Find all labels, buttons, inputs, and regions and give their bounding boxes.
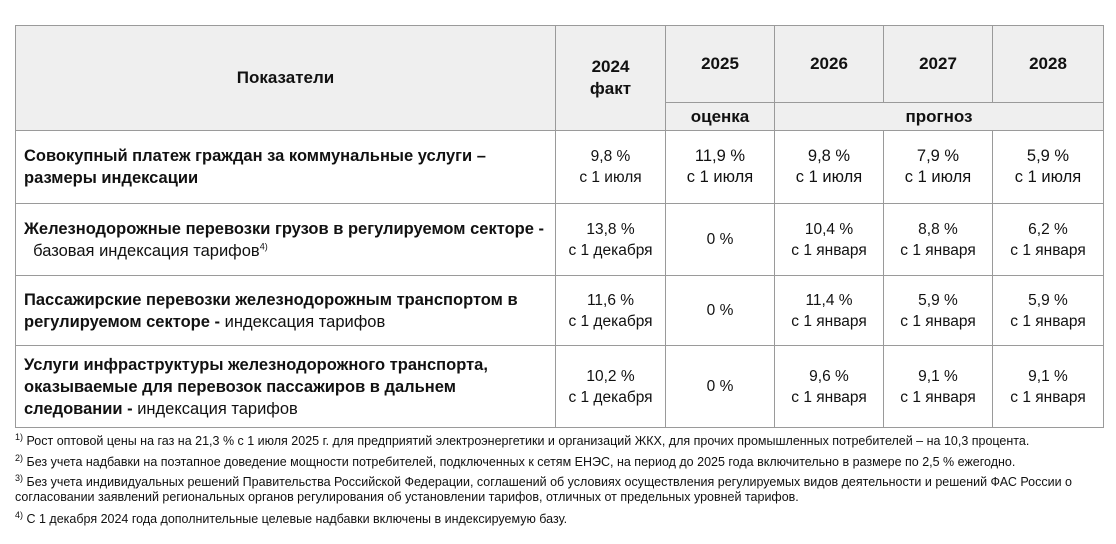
year-header-2024 [556,26,666,131]
footnote-mark: 2) [15,452,24,463]
cell-date: с 1 июля [795,168,863,186]
row-label-bold: Пассажирские перевозки железнодорожным транспортом в регулируемом секторе - [24,290,518,331]
year-2024-fact: факт [589,79,632,98]
cell-value: 8,8 % [918,220,958,238]
cell-value: 9,6 % [809,367,849,385]
cell-date: с 1 января [900,388,976,406]
row-label-plain: базовая индексация тарифов [33,241,260,260]
cell-value: 6,2 % [1028,220,1068,238]
year-header-2028: 2028 [993,26,1104,103]
cell-value: 13,8 % [586,220,635,238]
footnote-text: Без учета надбавки на поэтапное доведение мощности потребителей, подключенных к сетям ЕНЭС, на период до 2025 года включительно в размере по 2,5 % ежегодно. [26,455,1016,469]
footnote-text: Рост оптовой цены на газ на 21,3 % с 1 июля 2025 г. для предприятий электроэнергетики и организаций ЖКХ, для прочих промышленных потребителей – на 10,3 процента. [26,434,1030,448]
cell-value: 0 % [706,378,734,395]
table-cell [993,276,1104,346]
cell-value: 11,6 % [586,291,635,309]
cell-value: 5,9 % [1026,147,1070,165]
row-label-bold: Совокупный платеж граждан за коммунальные услуги – размеры индексации [24,147,486,187]
table-cell [666,131,775,204]
row-label [16,276,556,346]
table-cell [666,204,775,276]
cell-value: 9,8 % [590,148,631,165]
table-cell [884,204,993,276]
footnote-text: С 1 декабря 2024 года дополнительные целевые надбавки включены в индексируемую базу. [26,512,568,526]
footnote-1 [15,431,1110,449]
row-label [16,346,556,428]
cell-value: 0 % [706,302,734,319]
footnote-mark: 1) [15,431,24,442]
table-row [16,346,1104,428]
table-cell [993,131,1104,204]
table-cell [775,276,884,346]
table-row [16,204,1104,276]
cell-date: с 1 июля [904,168,972,186]
footnote-4 [15,509,1110,527]
row-label-plain: индексация тарифов [224,312,386,331]
forecast-header: прогноз [775,103,1104,131]
table-cell [884,346,993,428]
table-cell [666,276,775,346]
year-2024: 2024 [591,57,630,76]
footnote-ref: 4) [259,241,268,251]
row-label-bold: Железнодорожные перевозки грузов в регулируемом секторе - [24,219,544,238]
cell-date: с 1 января [900,241,976,259]
table-cell [666,346,775,428]
table-cell [556,204,666,276]
table-cell [556,346,666,428]
cell-value: 5,9 % [1028,291,1068,309]
footnote-mark: 4) [15,509,24,520]
table-cell [775,346,884,428]
footnote-2 [15,452,1110,470]
cell-value: 0 % [706,231,734,248]
cell-date: с 1 января [1010,241,1086,259]
cell-date: с 1 июля [1014,168,1082,186]
cell-value: 11,4 % [805,291,853,309]
cell-value: 9,1 % [918,367,958,385]
year-header-2027: 2027 [884,26,993,103]
table-cell [775,131,884,204]
table-cell [556,276,666,346]
cell-value: 9,1 % [1028,367,1068,385]
indexation-table [15,25,1104,428]
row-label-bold: Услуги инфраструктуры железнодорожного транспорта, оказываемые для перевозок пассажиров в дальнем следовании - [24,355,488,418]
footnote-mark: 3) [15,472,24,483]
row-label [16,131,556,204]
cell-date: с 1 января [1010,388,1086,406]
cell-date: с 1 июля [686,168,754,186]
indicator-header: Показатели [16,26,556,131]
year-header-2026: 2026 [775,26,884,103]
cell-value: 10,4 % [804,220,854,238]
estimate-header: оценка [666,103,775,131]
table-cell [884,131,993,204]
cell-value: 9,8 % [807,147,851,165]
cell-date: с 1 января [791,388,867,406]
cell-date: с 1 января [1010,312,1086,330]
cell-value: 5,9 % [918,291,958,309]
table-row [16,276,1104,346]
cell-value: 11,9 % [694,147,746,165]
cell-value: 7,9 % [916,147,960,165]
table-cell [993,346,1104,428]
cell-date: с 1 января [791,241,867,259]
table-cell [993,204,1104,276]
table-row [16,131,1104,204]
year-header-2025: 2025 [666,26,775,103]
row-label [16,204,556,276]
cell-date: с 1 декабря [568,312,653,330]
cell-date: с 1 января [791,312,867,330]
cell-date: с 1 июля [579,169,642,186]
cell-date: с 1 декабря [568,241,653,259]
cell-value: 10,2 % [586,367,635,385]
table-cell [775,204,884,276]
cell-date: с 1 декабря [568,388,653,406]
footnote-3 [15,472,1090,505]
cell-date: с 1 января [900,312,976,330]
table-cell [556,131,666,204]
footnote-text: Без учета индивидуальных решений Правительства Российской Федерации, соглашений об условиях осуществления регулируемых видов деятельности и решений ФАС России о согласовании заявлений региональных органов регулирования об установлении тарифов, отличных от предельных уровней тарифов. [15,475,1072,504]
table-cell [884,276,993,346]
row-label-plain: индексация тарифов [137,399,298,418]
